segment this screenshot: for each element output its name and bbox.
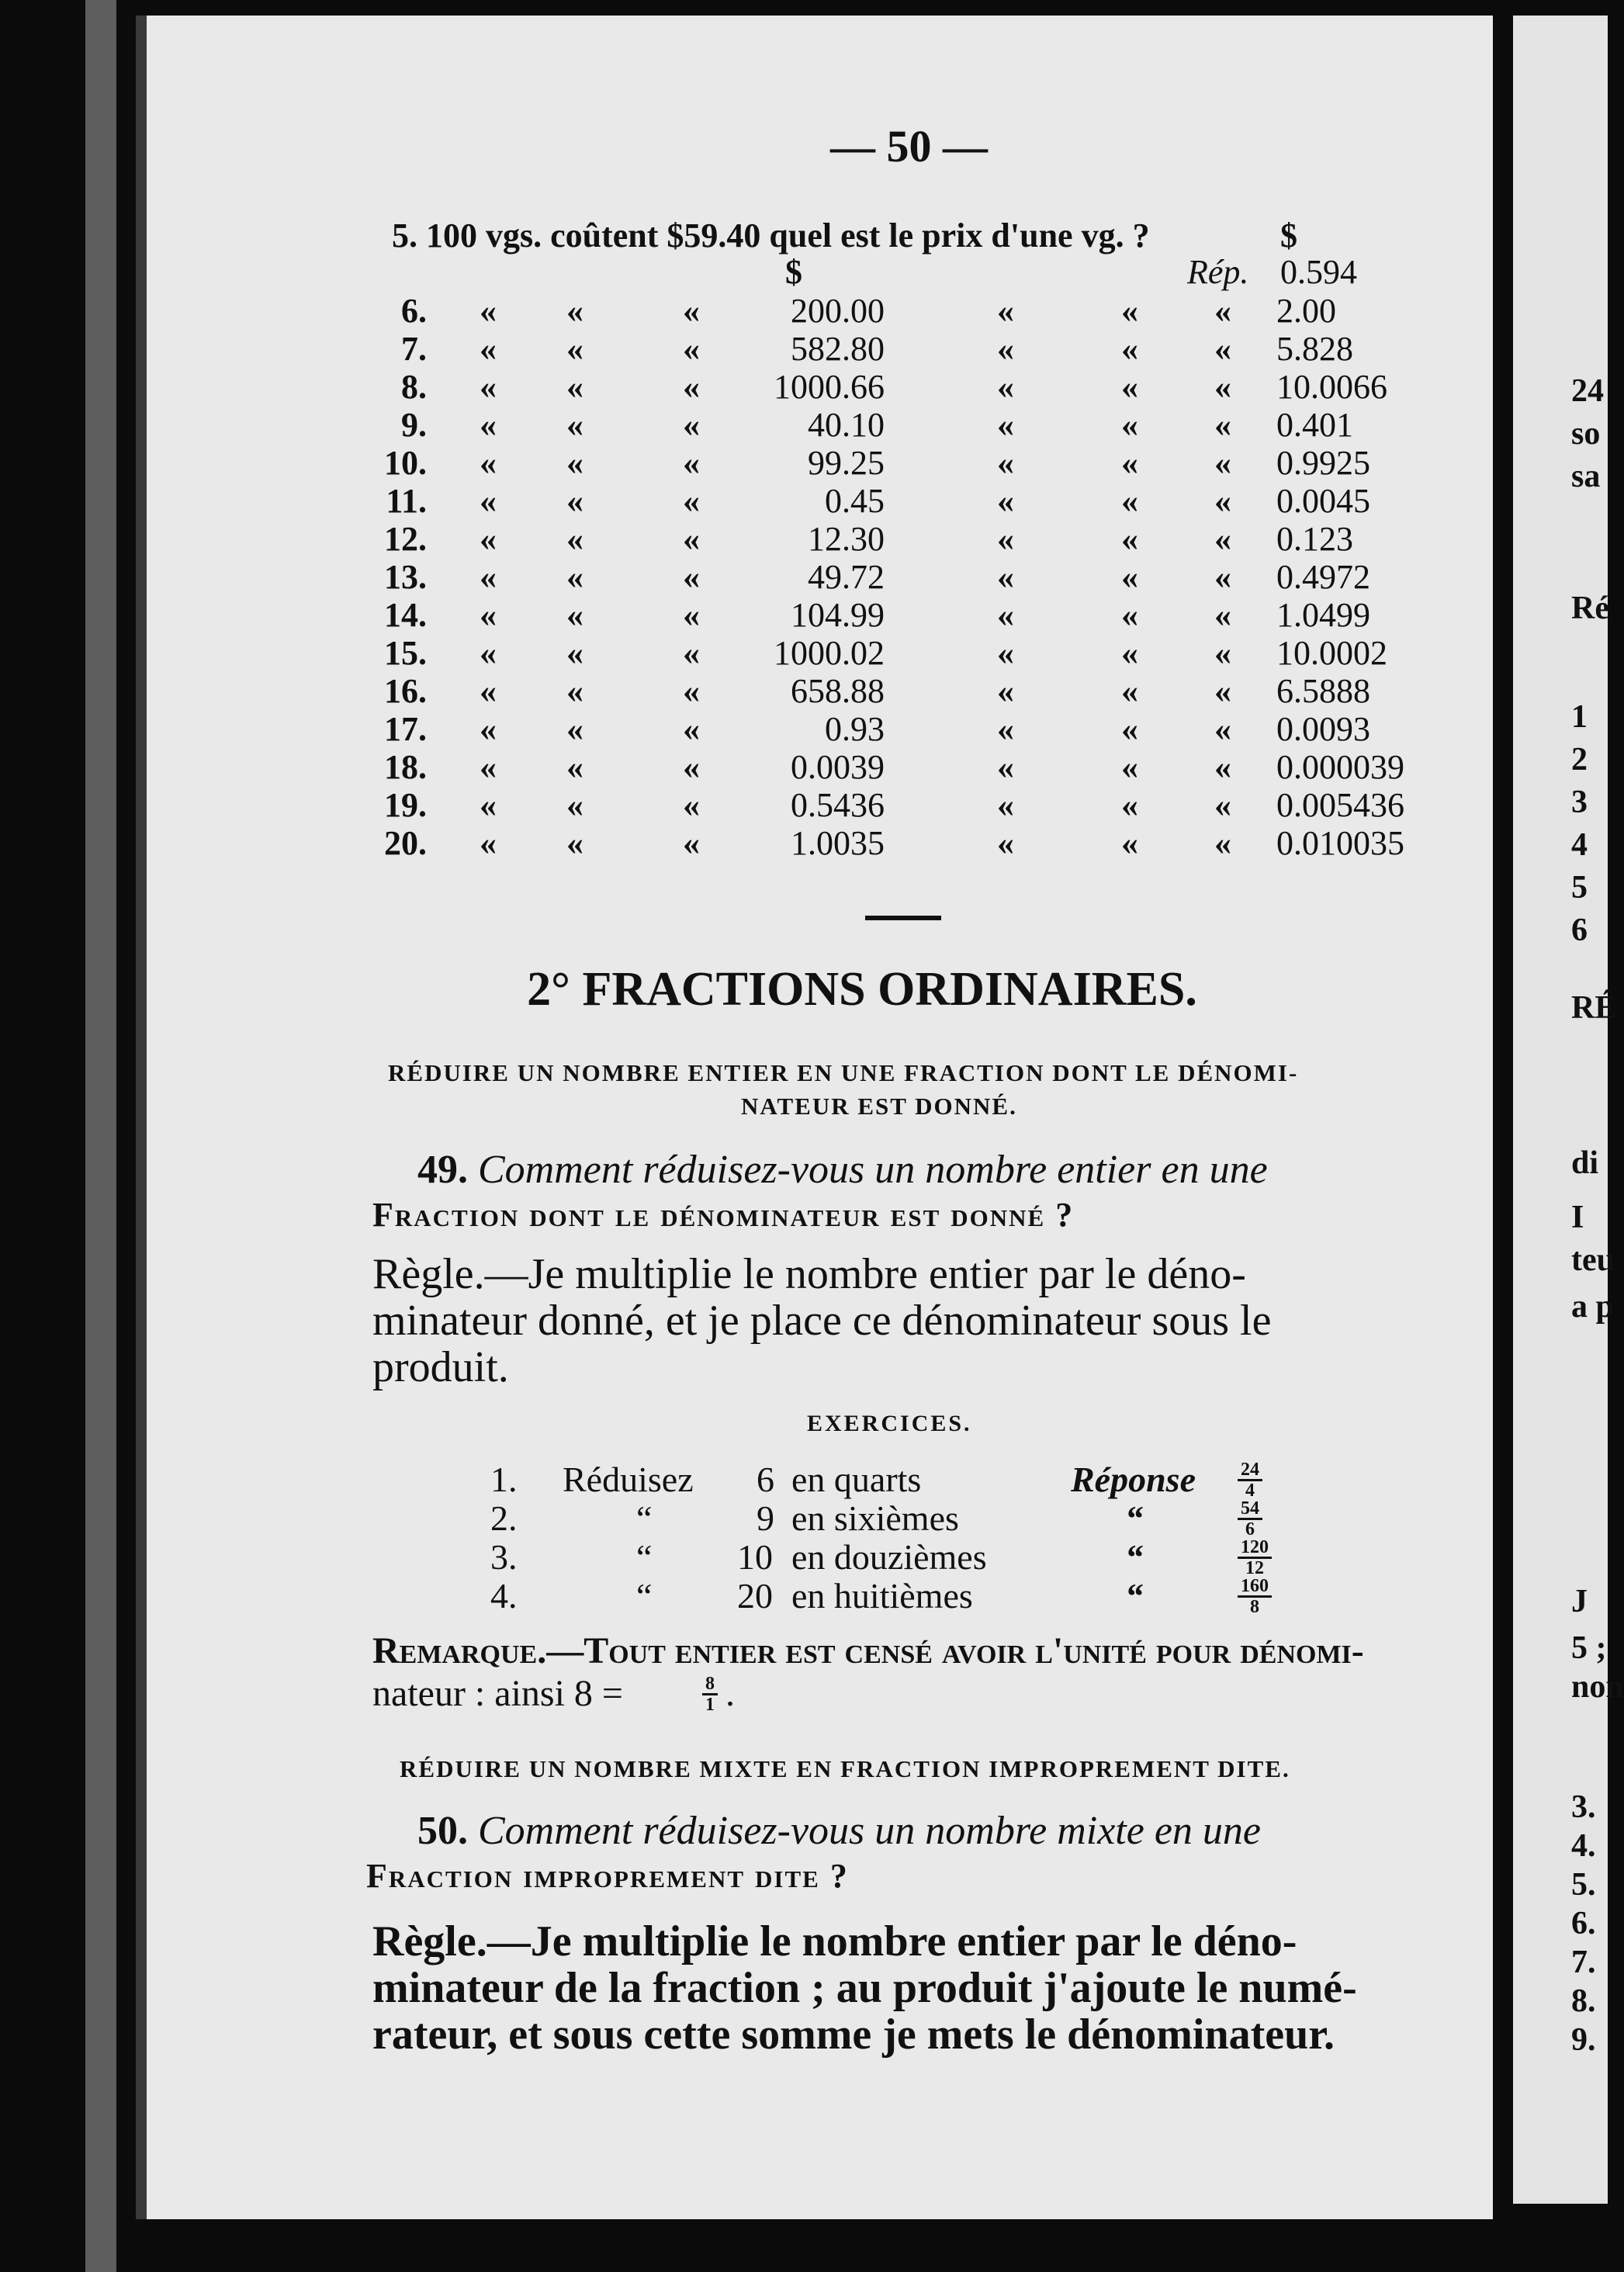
exercise-unit: en huitièmes [791,1576,973,1616]
row-value: 104.99 [791,596,885,634]
problem-5-answer: 0.594 [1280,253,1357,291]
ditto-mark: « [683,558,700,596]
ditto-mark: « [1214,824,1231,862]
adjacent-page-fragment-text: 5 ; [1571,1630,1607,1666]
adjacent-page-fragment-text: so [1571,416,1601,452]
ditto-mark: « [566,368,583,406]
row-value: 1.0035 [791,824,885,862]
ditto-mark: « [566,444,583,482]
ditto-mark: « [1214,558,1231,596]
ditto-mark: « [1214,444,1231,482]
adjacent-page-fragment-text: teu [1571,1242,1615,1278]
ditto-mark: « [566,558,583,596]
ditto-mark: « [480,672,497,710]
row-number: 7. [401,330,427,368]
ditto-mark: « [1121,368,1138,406]
row-answer: 0.4972 [1276,558,1370,596]
ditto-mark: « [480,368,497,406]
ditto-mark: « [480,292,497,330]
row-answer: 5.828 [1276,330,1353,368]
question-49-text: Comment réduisez-vous un nombre entier en une [478,1148,1268,1192]
subheading-mixte: RÉDUIRE UN NOMBRE MIXTE EN FRACTION IMPROPREMENT DITE. [400,1755,1290,1782]
adjacent-page-fragment-text: Ré [1571,591,1609,626]
adjacent-page-fragment-text: RÉ [1571,990,1617,1026]
table-row [365,557,1451,595]
ditto-mark: « [1121,634,1138,672]
adjacent-page-fragment-text: 4. [1571,1828,1596,1864]
row-number: 14. [384,596,427,634]
row-value: 49.72 [808,558,885,596]
ditto-mark: « [1121,482,1138,520]
ditto-mark: « [566,672,583,710]
table-row [365,709,1451,747]
ditto-mark: « [1214,330,1231,368]
ditto-mark: « [997,406,1014,444]
remark-fraction: $\frac{8}{1}$ [702,1675,718,1714]
ditto-mark: « [683,330,700,368]
row-answer: 1.0499 [1276,596,1370,634]
section-divider [865,916,941,920]
ditto-mark: « [566,596,583,634]
adjacent-page-fragment-text: a p [1571,1289,1614,1325]
ditto-mark: « [1121,558,1138,596]
row-answer: 0.010035 [1276,824,1404,862]
row-number: 9. [401,406,427,444]
ditto-mark: « [683,596,700,634]
table-row [365,747,1451,785]
row-number: 6. [401,292,427,330]
ditto-mark: « [1121,444,1138,482]
subheading-entier-line1: RÉDUIRE UN NOMBRE ENTIER EN UNE FRACTION DONT LE DÉNOMI- [388,1059,1299,1086]
rule-49-line: minateur donné, et je place ce dénominateur sous le [372,1297,1272,1345]
adjacent-page-fragment-text: 4 [1571,827,1588,863]
page-number: — 50 — [830,121,988,171]
ditto-mark: « [1214,292,1231,330]
ditto-mark: « [997,482,1014,520]
ditto-mark: « [566,634,583,672]
dollar-sign-value-column: $ [785,253,802,291]
ditto-mark: « [1214,482,1231,520]
table-row [365,633,1451,671]
exercise-num: 10 [737,1537,773,1577]
adjacent-page-fragment-text: I [1571,1200,1584,1235]
adjacent-page-fragment-text: 9. [1571,2022,1596,2058]
row-value: 1000.66 [774,368,885,406]
ditto-mark: « [480,748,497,786]
adjacent-page-fragment-text: 24 [1571,373,1604,409]
ditto-mark: « [997,634,1014,672]
exercise-resp: “ [1125,1498,1143,1538]
exercise-n: 2. [490,1498,518,1538]
ditto-mark: « [683,786,700,824]
question-50 [417,1808,1261,1854]
ditto-mark: « [480,520,497,558]
exercise-verb: “ [636,1498,653,1538]
rule-50-line: Règle.—Je multiplie le nombre entier par le déno- [372,1917,1297,1965]
row-answer: 0.005436 [1276,786,1404,824]
row-number: 15. [384,634,427,672]
exercise-unit: en quarts [791,1460,922,1499]
adjacent-page-fragment-text: 6 [1571,913,1588,948]
exercise-verb: “ [636,1537,653,1577]
row-number: 11. [386,482,427,520]
ditto-mark: « [997,368,1014,406]
ditto-mark: « [480,482,497,520]
ditto-mark: « [1121,786,1138,824]
subheading-entier-line2: NATEUR EST DONNÉ. [741,1093,1017,1120]
exercise-num: 6 [757,1460,774,1499]
row-answer: 2.00 [1276,292,1336,330]
remark-line2 [372,1672,623,1715]
ditto-mark: « [566,786,583,824]
adjacent-page-fragment-text: 1 [1571,699,1588,735]
row-answer: 0.0045 [1276,482,1370,520]
exercise-n: 3. [490,1537,518,1577]
row-value: 12.30 [808,520,885,558]
ditto-mark: « [566,748,583,786]
ditto-mark: « [683,444,700,482]
rule-50-line: minateur de la fraction ; au produit j'ajoute le numé- [372,1964,1357,2012]
remark-period: . [725,1673,735,1714]
ditto-mark: « [566,710,583,748]
ditto-mark: « [1121,824,1138,862]
adjacent-page-fragment-text: 3 [1571,784,1588,820]
table-row [365,595,1451,633]
dollar-sign-answer-column: $ [1280,216,1297,255]
row-answer: 10.0002 [1276,634,1387,672]
ditto-mark: « [683,368,700,406]
reponse-label: Rép. [1187,253,1249,291]
ditto-mark: « [480,406,497,444]
ditto-mark: « [997,672,1014,710]
ditto-mark: « [566,406,583,444]
table-row [365,367,1451,405]
ditto-mark: « [1121,406,1138,444]
row-value: 0.5436 [791,786,885,824]
ditto-mark: « [1214,368,1231,406]
exercise-unit: en sixièmes [791,1498,959,1538]
exercise-verb: Réduisez [563,1460,694,1499]
row-answer: 0.123 [1276,520,1353,558]
ditto-mark: « [480,330,497,368]
ditto-mark: « [480,710,497,748]
ditto-mark: « [480,634,497,672]
remark-line1 [372,1630,1364,1672]
row-value: 99.25 [808,444,885,482]
ditto-mark: « [1214,786,1231,824]
row-answer: 0.401 [1276,406,1353,444]
exercise-verb: “ [636,1576,653,1616]
table-row [365,785,1451,823]
row-number: 13. [384,558,427,596]
problem-5-text: 5. 100 vgs. coûtent $59.40 quel est le prix d'une vg. ? [392,216,1150,255]
exercise-resp: Réponse [1071,1460,1196,1499]
adjacent-page-fragment-text: sa [1571,459,1601,494]
ditto-mark: « [1214,672,1231,710]
adjacent-page-fragment-text: 3. [1571,1789,1596,1825]
row-number: 20. [384,824,427,862]
adjacent-page-fragment-text: di [1571,1145,1599,1181]
table-row [365,405,1451,443]
ditto-mark: « [480,786,497,824]
table-row [365,671,1451,709]
row-value: 0.93 [825,710,885,748]
ditto-mark: « [566,292,583,330]
exercise-num: 20 [737,1576,773,1616]
exercise-n: 4. [490,1576,518,1616]
row-value: 1000.02 [774,634,885,672]
row-number: 8. [401,368,427,406]
ditto-mark: « [566,482,583,520]
row-number: 17. [384,710,427,748]
row-value: 582.80 [791,330,885,368]
ditto-mark: « [683,748,700,786]
ditto-mark: « [1214,406,1231,444]
row-value: 40.10 [808,406,885,444]
ditto-mark: « [1121,672,1138,710]
row-value: 658.88 [791,672,885,710]
ditto-mark: « [997,710,1014,748]
ditto-mark: « [997,520,1014,558]
table-row [365,291,1451,329]
ditto-mark: « [1121,330,1138,368]
ditto-mark: « [1214,634,1231,672]
ditto-mark: « [1121,710,1138,748]
ditto-mark: « [1121,520,1138,558]
ditto-mark: « [1214,520,1231,558]
table-row [365,823,1451,861]
ditto-mark: « [683,634,700,672]
ditto-mark: « [480,558,497,596]
exercise-answer-fraction: $\frac{54}{6}$ [1238,1499,1262,1539]
ditto-mark: « [566,520,583,558]
row-value: 200.00 [791,292,885,330]
ditto-mark: « [1214,748,1231,786]
adjacent-page-fragment-text: 6. [1571,1906,1596,1941]
exercise-answer-fraction: $\frac{24}{4}$ [1238,1460,1262,1500]
question-49 [417,1147,1268,1193]
row-answer: 0.0093 [1276,710,1370,748]
ditto-mark: « [997,444,1014,482]
ditto-mark: « [997,330,1014,368]
ditto-mark: « [566,824,583,862]
rule-49-line: Règle.—Je multiplie le nombre entier par le déno- [372,1250,1246,1298]
ditto-mark: « [480,824,497,862]
row-number: 19. [384,786,427,824]
table-row [365,481,1451,519]
section-title: 2° FRACTIONS ORDINAIRES. [527,963,1197,1016]
ditto-mark: « [1214,710,1231,748]
adjacent-page-fragment-text: 2 [1571,742,1588,778]
row-number: 10. [384,444,427,482]
ditto-mark: « [683,406,700,444]
row-value: 0.45 [825,482,885,520]
ditto-mark: « [1121,292,1138,330]
ditto-mark: « [997,558,1014,596]
adjacent-page-fragment-text: 7. [1571,1945,1596,1980]
ditto-mark: « [683,672,700,710]
ditto-mark: « [480,444,497,482]
question-50-line2: Fraction improprement dite ? [366,1857,849,1895]
ditto-mark: « [1214,596,1231,634]
exercise-resp: “ [1125,1576,1143,1616]
row-number: 18. [384,748,427,786]
question-49-line2: Fraction dont le dénominateur est donné ? [372,1196,1075,1234]
ditto-mark: « [683,710,700,748]
ditto-mark: « [997,824,1014,862]
ditto-mark: « [997,786,1014,824]
row-value: 0.0039 [791,748,885,786]
ditto-mark: « [480,596,497,634]
remark-line2-text: nateur : ainsi 8 = [372,1673,623,1714]
table-row [365,443,1451,481]
ditto-mark: « [1121,748,1138,786]
exercises-title: EXERCICES. [807,1411,972,1436]
question-50-number: 50. [417,1809,468,1853]
question-49-number: 49. [417,1148,468,1192]
exercise-n: 1. [490,1460,518,1499]
ditto-mark: « [997,596,1014,634]
row-answer: 0.000039 [1276,748,1404,786]
remark-text: Remarque.—Tout entier est censé avoir l'unité pour dénomi- [372,1630,1364,1671]
exercise-unit: en douzièmes [791,1537,987,1577]
ditto-mark: « [683,292,700,330]
ditto-mark: « [683,482,700,520]
ditto-mark: « [997,292,1014,330]
ditto-mark: « [1121,596,1138,634]
row-number: 12. [384,520,427,558]
adjacent-page-fragment-text: 5 [1571,870,1588,906]
book-spine-edge [85,0,116,2272]
exercise-answer-fraction: $\frac{120}{12}$ [1238,1538,1272,1578]
adjacent-page-fragment-text: 5. [1571,1867,1596,1903]
row-answer: 10.0066 [1276,368,1387,406]
exercise-resp: “ [1125,1537,1143,1577]
table-row [365,329,1451,367]
adjacent-page-fragment-text: J [1571,1584,1588,1619]
question-50-text: Comment réduisez-vous un nombre mixte en une [478,1809,1261,1853]
exercise-num: 9 [757,1498,774,1538]
ditto-mark: « [683,824,700,862]
exercise-answer-fraction: $\frac{160}{8}$ [1238,1577,1272,1616]
rule-50-line: rateur, et sous cette somme je mets le dénominateur. [372,2011,1335,2059]
adjacent-page-fragment-text: non [1571,1669,1624,1705]
ditto-mark: « [997,748,1014,786]
ditto-mark: « [566,330,583,368]
ditto-mark: « [683,520,700,558]
adjacent-page-fragment-text: 8. [1571,1983,1596,2019]
table-row [365,519,1451,557]
row-number: 16. [384,672,427,710]
rule-49-line: produit. [372,1343,509,1391]
row-answer: 6.5888 [1276,672,1370,710]
row-answer: 0.9925 [1276,444,1370,482]
